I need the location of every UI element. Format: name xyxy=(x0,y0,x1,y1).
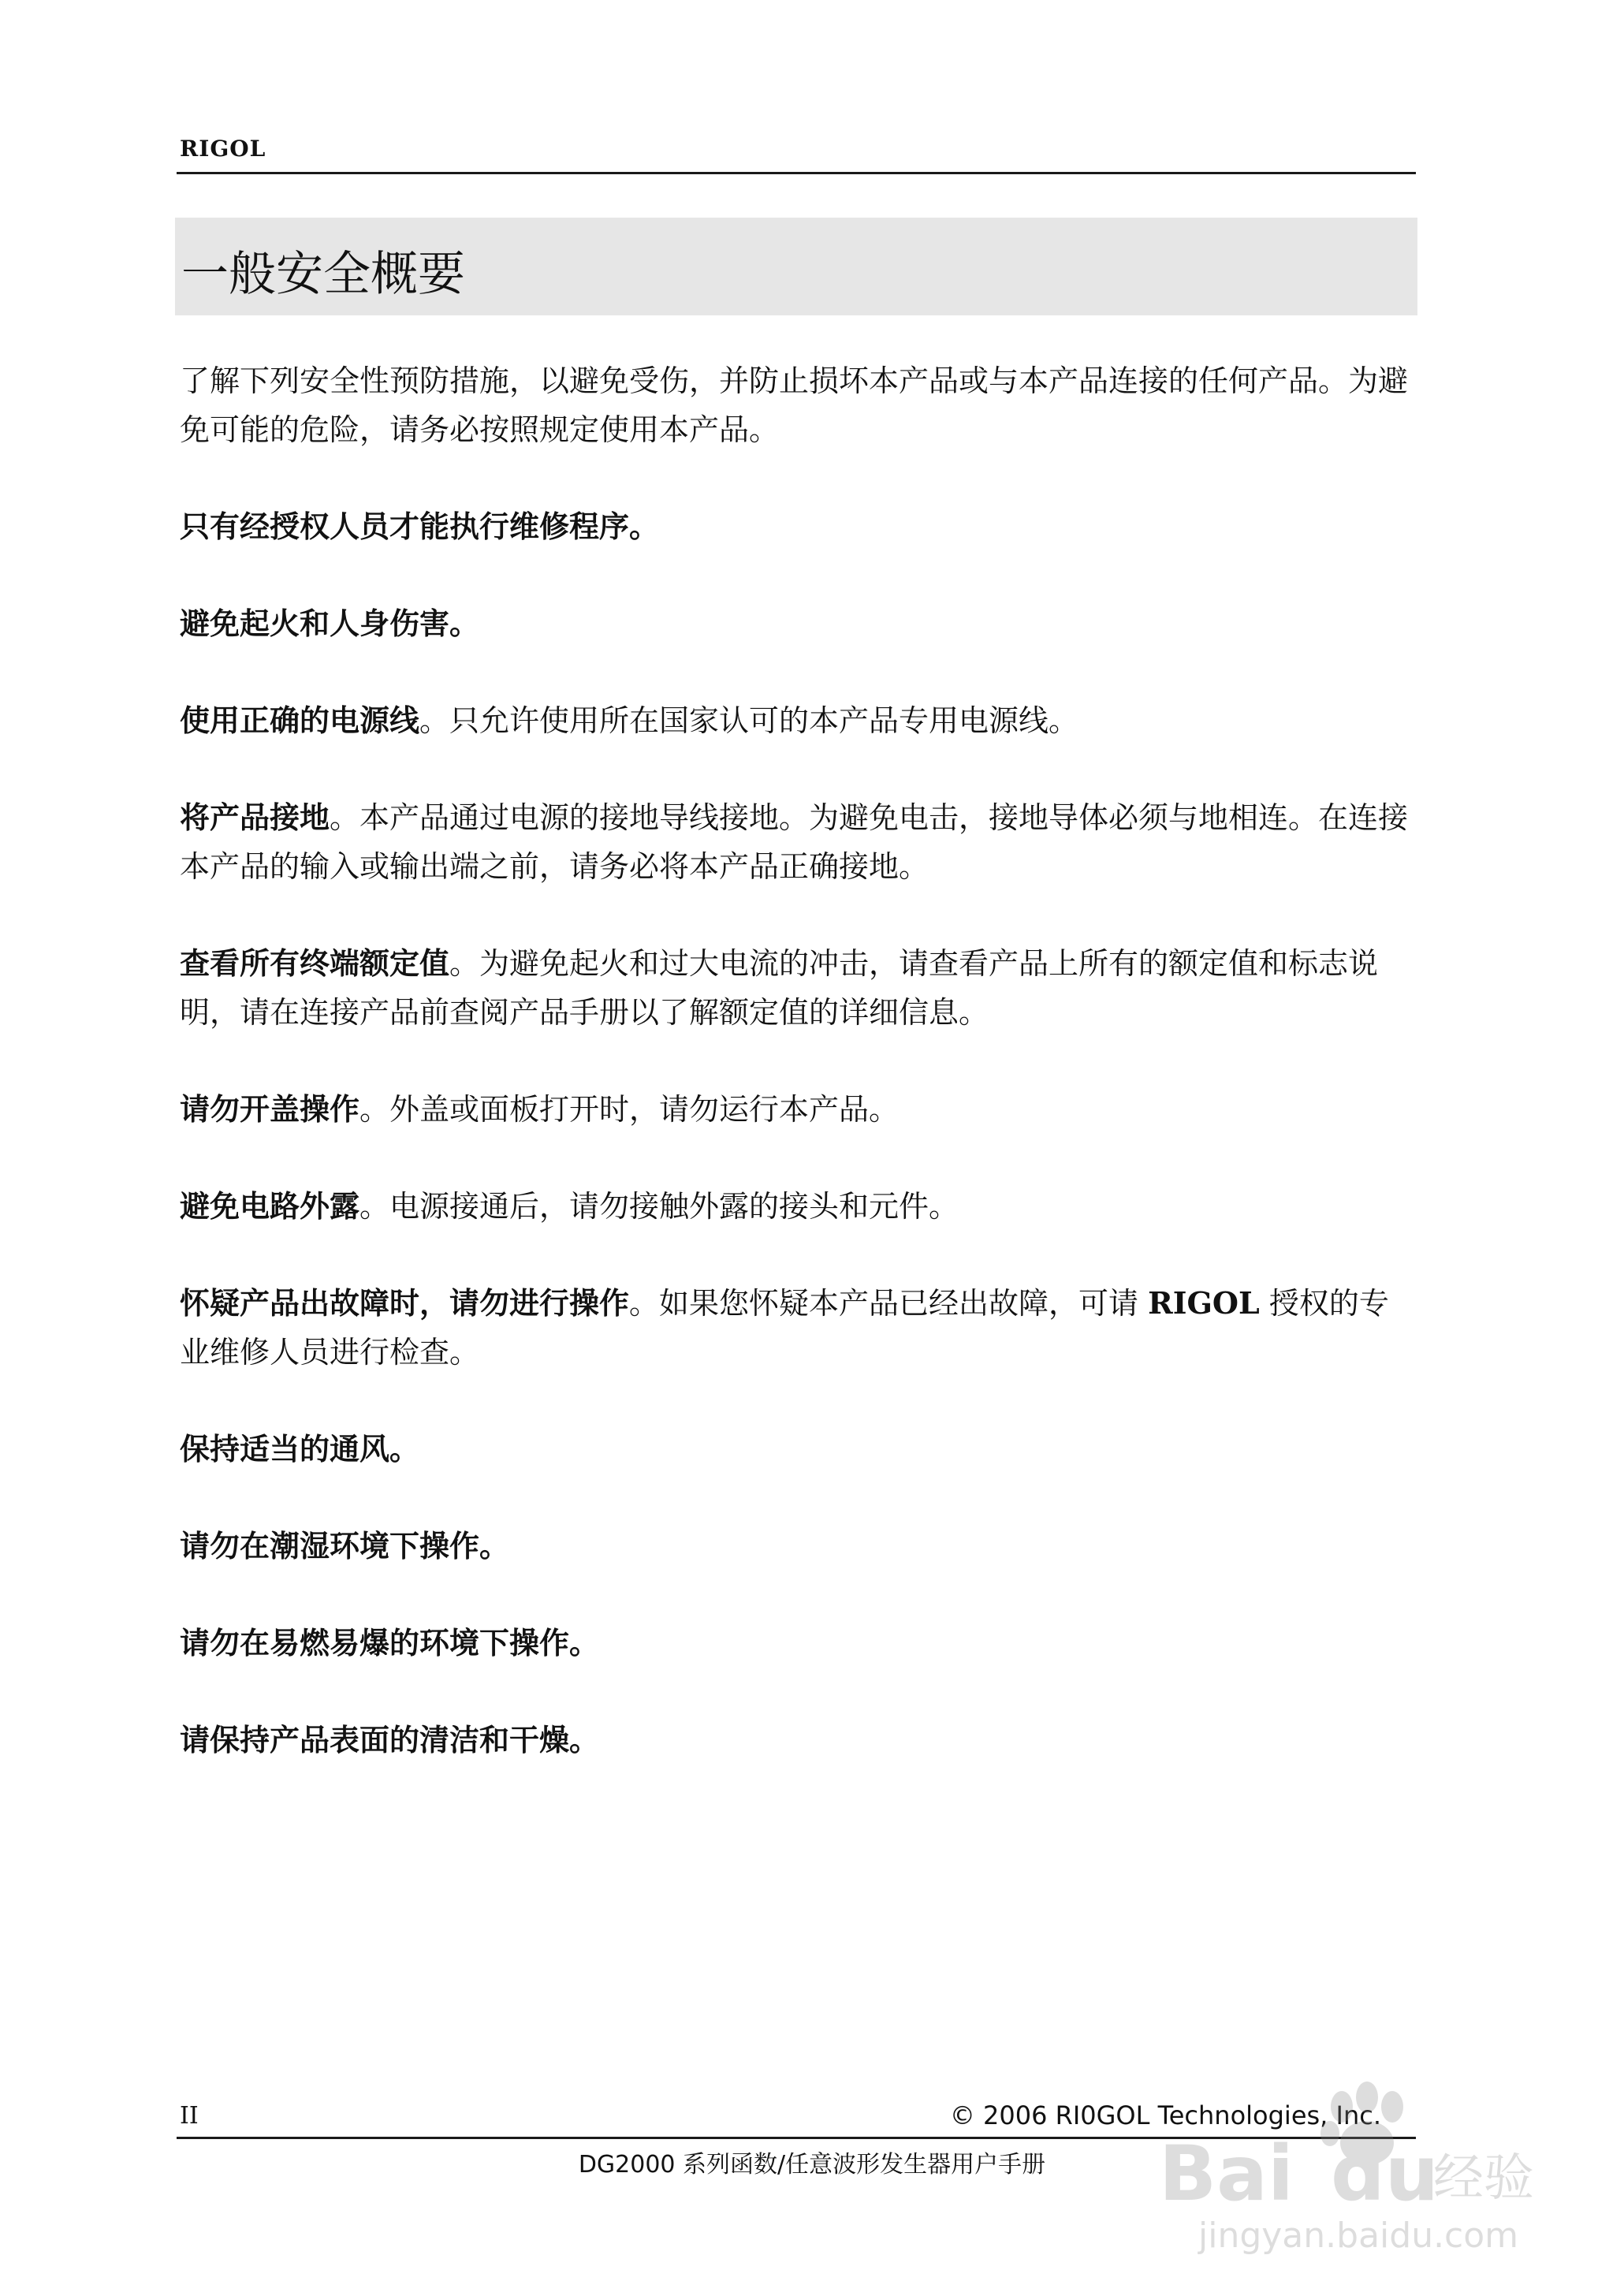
paragraph-lead: 将产品接地 xyxy=(180,800,330,835)
paragraph-lead: 保持适当的通风。 xyxy=(180,1431,420,1467)
title-band xyxy=(175,218,1417,315)
svg-text:jingyan.baidu.com: jingyan.baidu.com xyxy=(1198,2216,1519,2256)
manual-title: DG2000 系列函数/任意波形发生器用户手册 xyxy=(578,2151,1046,2179)
header-brand: RIGOL xyxy=(180,136,266,162)
paragraph xyxy=(180,356,1416,454)
paragraph xyxy=(180,502,1416,551)
paragraph xyxy=(180,939,1416,1037)
header-rule xyxy=(177,172,1416,174)
paragraph-lead: 避免起火和人身伤害。 xyxy=(180,606,480,641)
paragraph-text: 。如果您怀疑本产品已经出故障，可请 xyxy=(629,1286,1149,1321)
paragraph xyxy=(180,696,1416,745)
copyright: © 2006 RI0GOL Technologies, Inc. xyxy=(949,2100,1381,2130)
paragraph-text: 。电源接通后，请勿接触外露的接头和元件。 xyxy=(359,1189,959,1224)
svg-text:Bai: Bai xyxy=(1159,2130,1294,2218)
brand-inline: RIGOL xyxy=(1148,1285,1260,1321)
paragraph-lead: 怀疑产品出故障时，请勿进行操作 xyxy=(180,1285,630,1321)
paragraph xyxy=(180,1425,1416,1474)
paragraph-lead: 只有经授权人员才能执行维修程序。 xyxy=(180,509,660,544)
paragraph-text: 。外盖或面板打开时，请勿运行本产品。 xyxy=(359,1092,900,1127)
paragraph-text: 。为避免起火和过大电流的冲击，请查看产品上所有的额定值和标志说明，请在连接产品前查阅产品手册以了解额定值的详细信息。 xyxy=(180,946,1379,1030)
paragraph xyxy=(180,1182,1416,1231)
paragraph-text: 。本产品通过电源的接地导线接地。为避免电击，接地导体必须与地相连。在连接本产品的输入或输出端之前，请务必将本产品正确接地。 xyxy=(180,800,1409,884)
paragraph xyxy=(180,793,1416,891)
svg-text:du: du xyxy=(1331,2130,1440,2218)
paragraph-lead: 请保持产品表面的清洁和干燥。 xyxy=(180,1722,600,1757)
paragraph xyxy=(180,1522,1416,1571)
baidu-watermark-logo xyxy=(1135,2050,1577,2263)
paragraph xyxy=(180,1716,1416,1765)
paragraph-lead: 使用正确的电源线 xyxy=(180,703,420,738)
body-text xyxy=(180,356,1416,1813)
paragraph-lead: 请勿在易燃易爆的环境下操作。 xyxy=(180,1625,600,1660)
paragraph xyxy=(180,1619,1416,1668)
page-number: II xyxy=(180,2102,199,2130)
svg-text:经验: 经验 xyxy=(1433,2149,1534,2208)
paragraph xyxy=(180,599,1416,648)
paragraph-lead: 请勿开盖操作 xyxy=(180,1091,360,1127)
paragraph-text: 了解下列安全性预防措施，以避免受伤，并防止损坏本产品或与本产品连接的任何产品。为避免可能的危险，请务必按照规定使用本产品。 xyxy=(180,363,1409,447)
paragraph-lead: 请勿在潮湿环境下操作。 xyxy=(180,1528,510,1564)
paragraph-lead: 查看所有终端额定值 xyxy=(180,945,450,981)
paragraph-lead: 避免电路外露 xyxy=(180,1188,360,1224)
page-title: 一般安全概要 xyxy=(181,247,465,302)
paragraph xyxy=(180,1085,1416,1134)
paragraph-text: 。只允许使用所在国家认可的本产品专用电源线。 xyxy=(419,703,1079,738)
paragraph-tail: 授权的专业维修人员进行检查。 xyxy=(180,1286,1389,1370)
paragraph xyxy=(180,1279,1416,1377)
